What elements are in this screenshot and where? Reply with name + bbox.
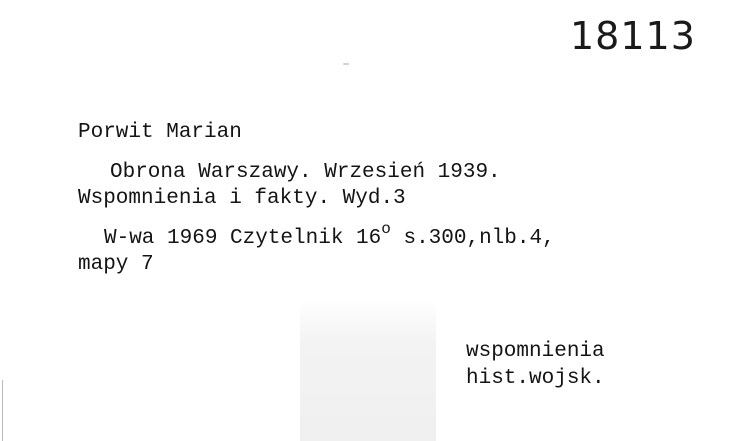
card-number: 18113 [570, 14, 696, 58]
subject-heading: hist.wojsk. [466, 367, 605, 390]
imprint-line-1 [104, 220, 555, 252]
title-line-2: Wspomnienia i fakty. Wyd.3 [78, 187, 406, 210]
author-name: Porwit Marian [78, 121, 242, 144]
subject-heading: wspomnienia [466, 340, 605, 363]
title-line-1: Obrona Warszawy. Wrzesień 1939. [110, 161, 501, 184]
paper-smudge [300, 300, 436, 441]
imprint-place-year-publisher-format: W-wa 1969 Czytelnik 16 [104, 227, 382, 250]
imprint-pages: s.300,nlb.4, [390, 227, 555, 250]
imprint-line-2: mapy 7 [78, 253, 154, 276]
edge-mark [2, 380, 3, 441]
format-degree-sup: o [381, 220, 391, 238]
ink-dot [343, 63, 349, 65]
